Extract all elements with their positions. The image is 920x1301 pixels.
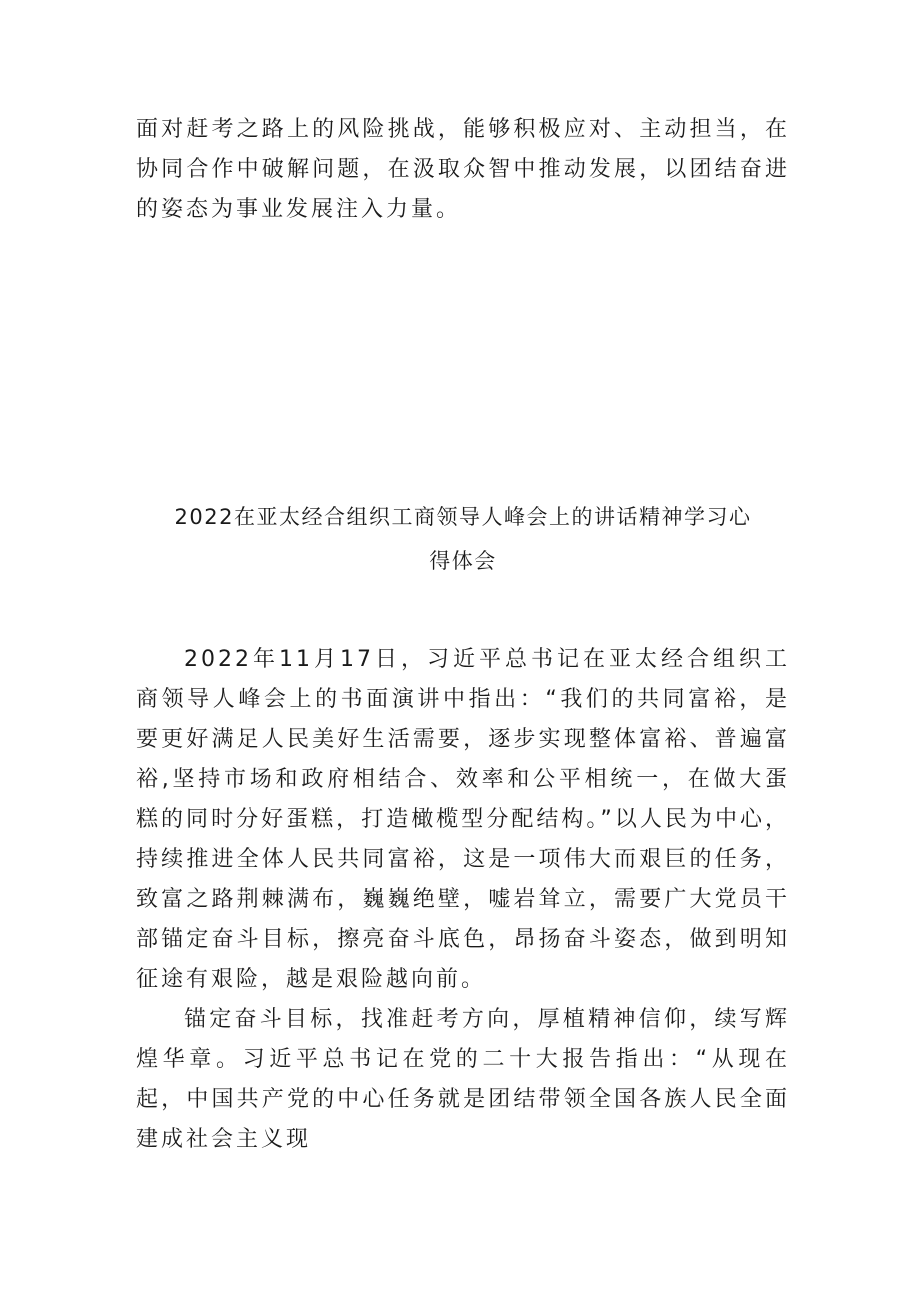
title-line-1: 2022在亚太经合组织工商领导人峰会上的讲话精神学习心 — [174, 505, 752, 529]
body-paragraph: 2022年11月17日，习近平总书记在亚太经合组织工商领导人峰会上的书面演讲中指出：“我们的共同富裕，是要更好满足人民美好生活需要，逐步实现整体富裕、普遍富裕,坚持市场和政府相结合、效率和公平相统一，在做大蛋糕的同时分好蛋糕，打造橄榄型分配结构。”以人民为中心，持续推进全体人民共同富裕，这是一项伟大而艰巨的任务，致富之路荆棘满布，巍巍绝壁，嘘岩耸立，需要广大党员干部锚定奋斗目标，擦亮奋斗底色，昂扬奋斗姿态，做到明知征途有艰险，越是艰险越向前。 — [136, 647, 790, 992]
continuation-paragraph: 面对赶考之路上的风险挑战，能够积极应对、主动担当，在协同合作中破解问题，在汲取众智中推动发展，以团结奋进的姿态为事业发展注入力量。 — [136, 117, 790, 222]
title-line-2: 得体会 — [429, 549, 497, 573]
document-title — [136, 495, 790, 583]
body-paragraph: 锚定奋斗目标，找准赶考方向，厚植精神信仰，续写辉煌华章。习近平总书记在党的二十大报告指出：“从现在起，中国共产党的中心任务就是团结带领全国各族人民全面建成社会主义现 — [136, 1007, 790, 1152]
